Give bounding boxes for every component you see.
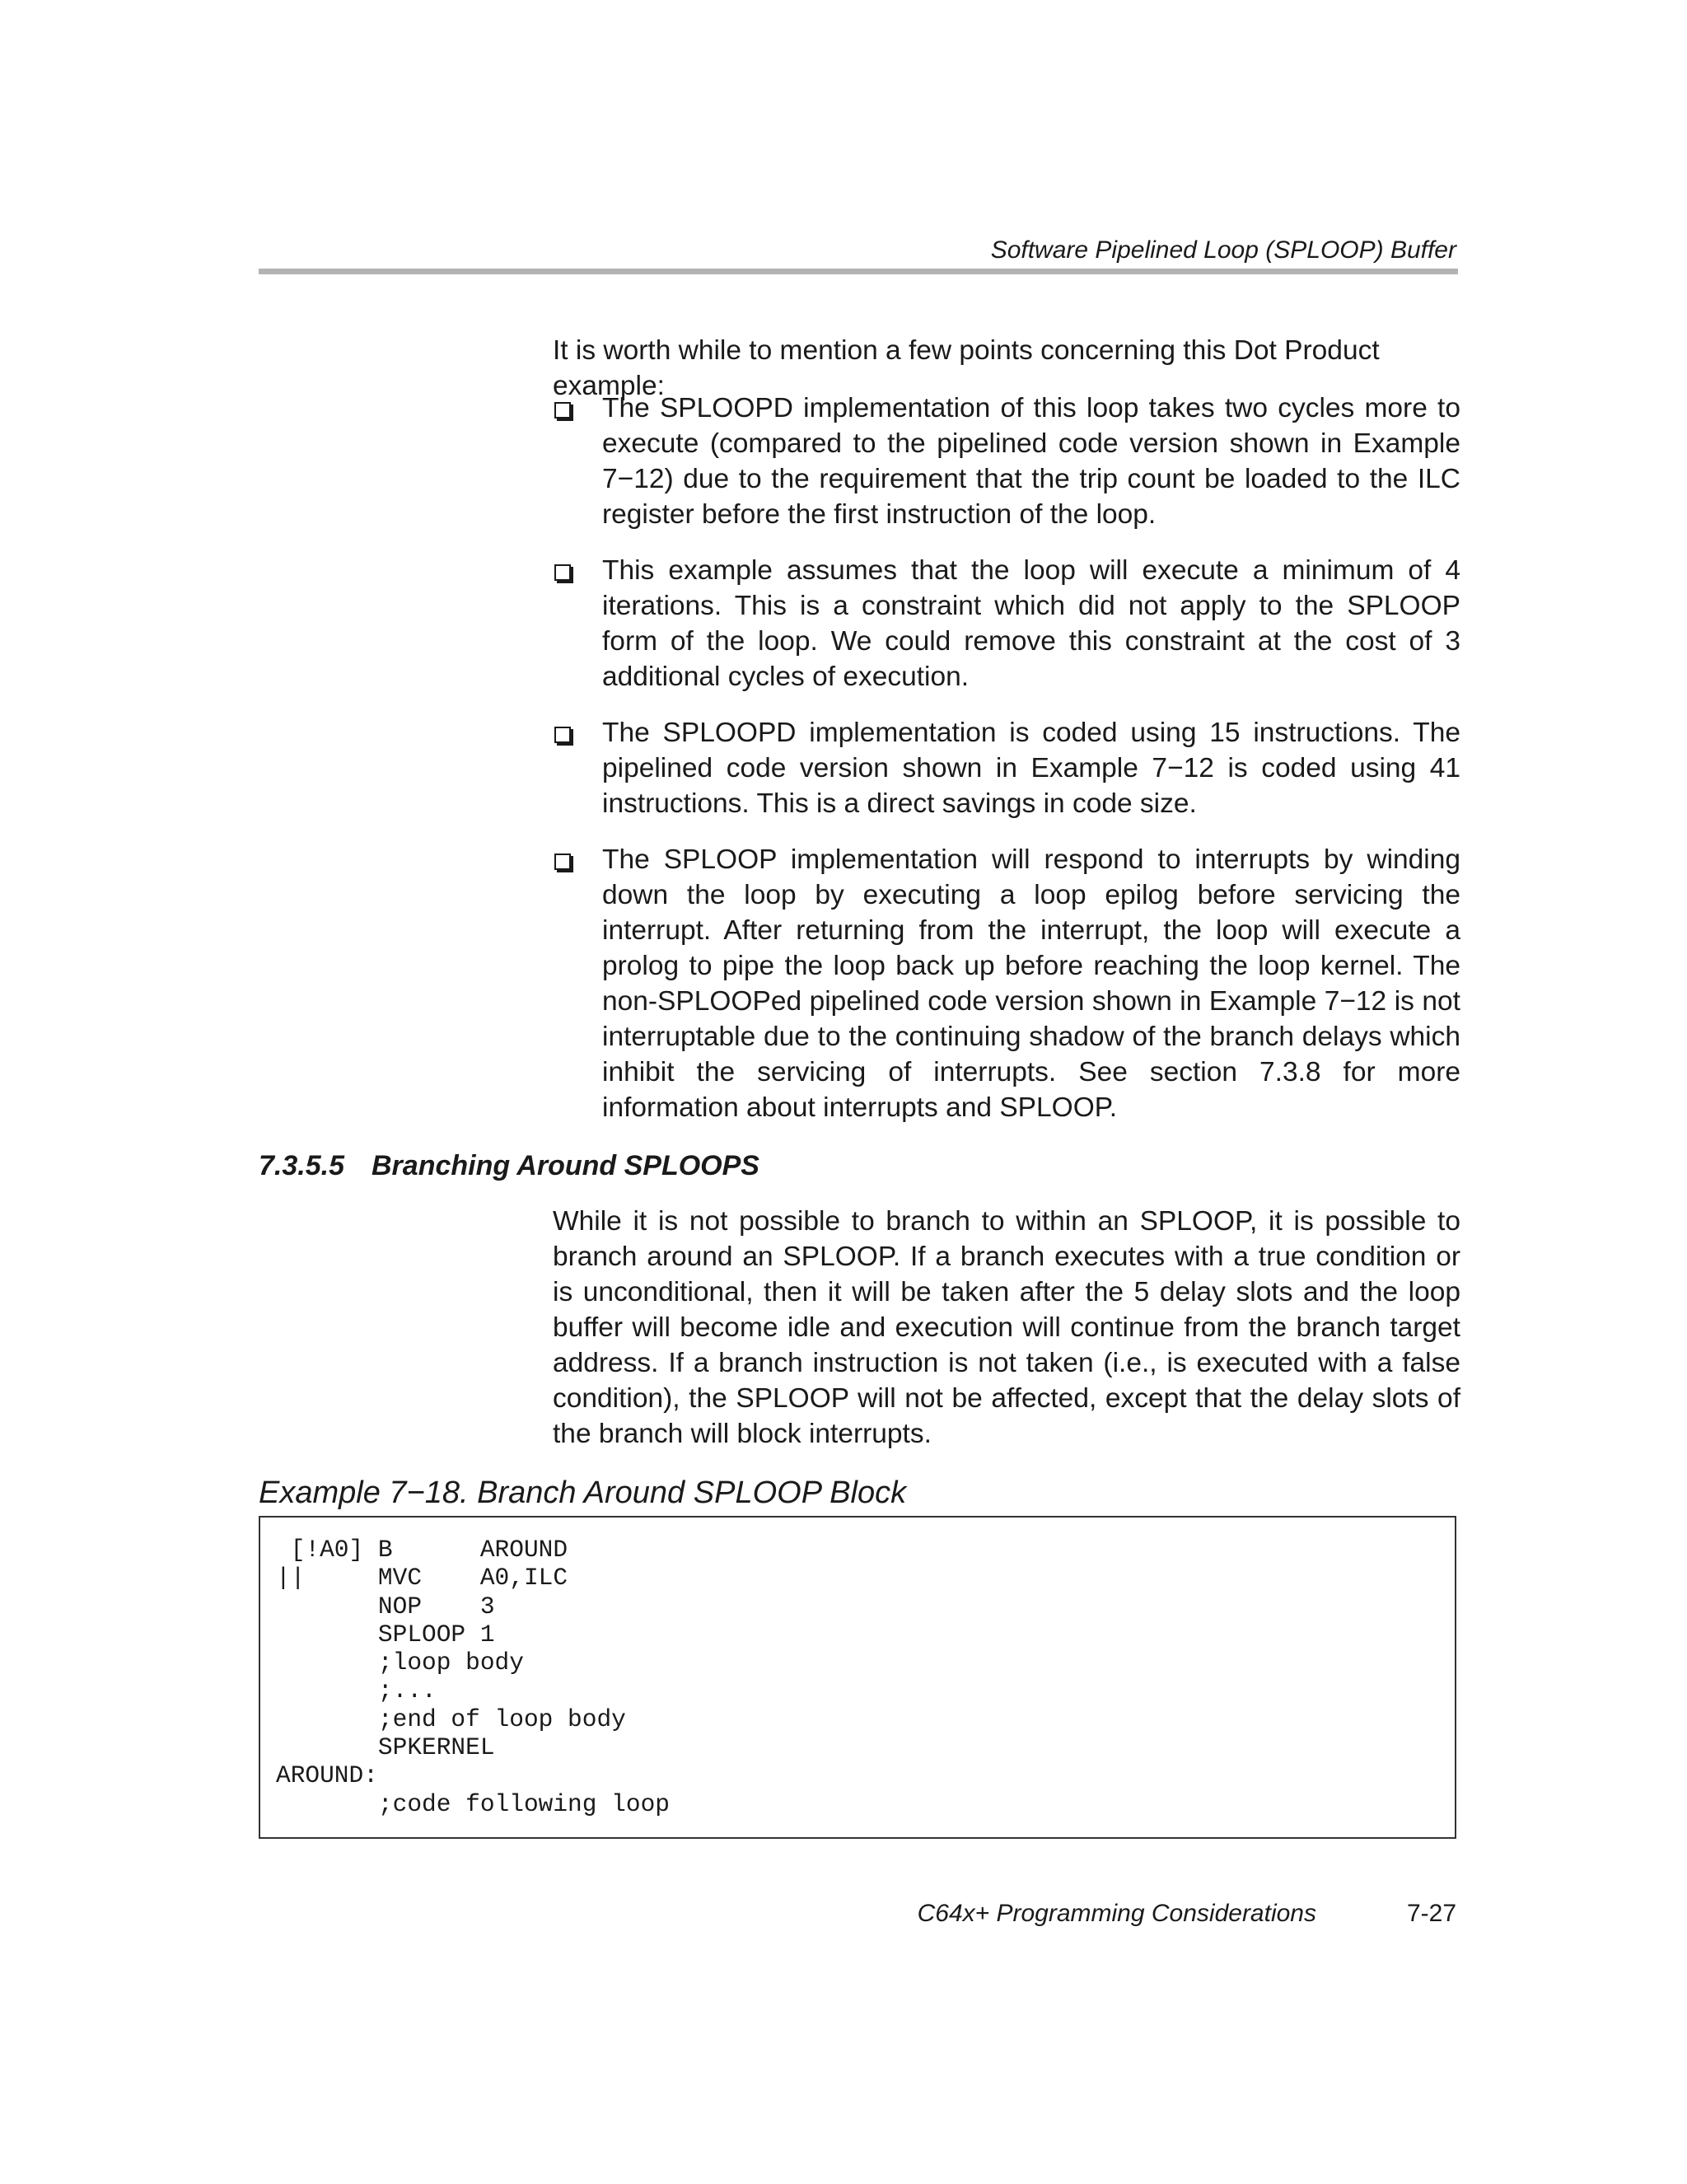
checkbox-bullet-icon	[554, 402, 571, 419]
checkbox-bullet-icon	[554, 727, 571, 743]
bullet-item	[553, 842, 1460, 1125]
code-line: ;...	[276, 1677, 437, 1705]
bullet-item	[553, 391, 1460, 532]
checkbox-bullet-icon	[554, 853, 571, 870]
section-title: Branching Around SPLOOPS	[372, 1150, 759, 1181]
code-line: AROUND:	[276, 1761, 378, 1790]
bullet-text: The SPLOOPD implementation is coded using 15 instructions. The pipelined code version shown in Example 7−12 is coded using 41 instructions. This is a direct savings in code size.	[602, 718, 1460, 819]
bullet-item	[553, 553, 1460, 694]
section-paragraph: While it is not possible to branch to within an SPLOOP, it is possible to branch around an SPLOOP. If a branch executes with a true condition or is unconditional, then it will be taken after the 5 delay slots and the loop buffer will become idle and execution will continue from the branch target address. If a branch instruction is not taken (i.e., is executed with a false condition), the SPLOOP will not be affected, except that the delay slots of the branch will block interrupts.	[553, 1206, 1460, 1449]
header-rule	[259, 269, 1458, 274]
bullet-item	[553, 715, 1460, 821]
section-number: 7.3.5.5	[259, 1150, 344, 1181]
running-header: Software Pipelined Loop (SPLOOP) Buffer	[990, 236, 1456, 264]
checkbox-bullet-icon	[554, 564, 571, 581]
page-number: 7-27	[1406, 1900, 1456, 1927]
code-line: SPLOOP 1	[276, 1620, 495, 1649]
section-heading	[259, 1150, 759, 1182]
code-line: [!A0] B AROUND	[276, 1536, 568, 1564]
intro-paragraph: It is worth while to mention a few points concerning this Dot Product example:	[553, 335, 1380, 401]
bullet-text: The SPLOOPD implementation of this loop takes two cycles more to execute (compared to the pipelined code version shown in Example 7−12) due to the requirement that the trip count be loaded to the ILC register before the first instruction of the loop.	[602, 393, 1460, 530]
code-line: || MVC A0,ILC	[276, 1564, 568, 1592]
code-listing	[276, 1536, 670, 1818]
code-line: ;end of loop body	[276, 1705, 626, 1733]
code-line: NOP 3	[276, 1592, 495, 1620]
example-title: Example 7−18. Branch Around SPLOOP Block	[259, 1475, 907, 1510]
footer-title: C64x+ Programming Considerations	[917, 1900, 1316, 1927]
code-line: SPKERNEL	[276, 1733, 495, 1762]
bullet-text: This example assumes that the loop will execute a minimum of 4 iterations. This is a constraint which did not apply to the SPLOOP form of the loop. We could remove this constraint at the cost of 3 additional cycles of execution.	[602, 555, 1460, 692]
bullet-list	[553, 391, 1460, 1146]
bullet-text: The SPLOOP implementation will respond to interrupts by winding down the loop by executing a loop epilog before servicing the interrupt. After returning from the interrupt, the loop will execute a prolog to pipe the loop back up before reaching the loop kernel. The non-SPLOOPed pipelined code version shown in Example 7−12 is not interruptable due to the continuing shadow of the branch delays which inhibit the servicing of interrupts. See section 7.3.8 for more information about interrupts and SPLOOP.	[602, 844, 1460, 1123]
code-line: ;code following loop	[276, 1789, 670, 1818]
code-listing-box	[259, 1516, 1456, 1839]
code-line: ;loop body	[276, 1649, 524, 1677]
